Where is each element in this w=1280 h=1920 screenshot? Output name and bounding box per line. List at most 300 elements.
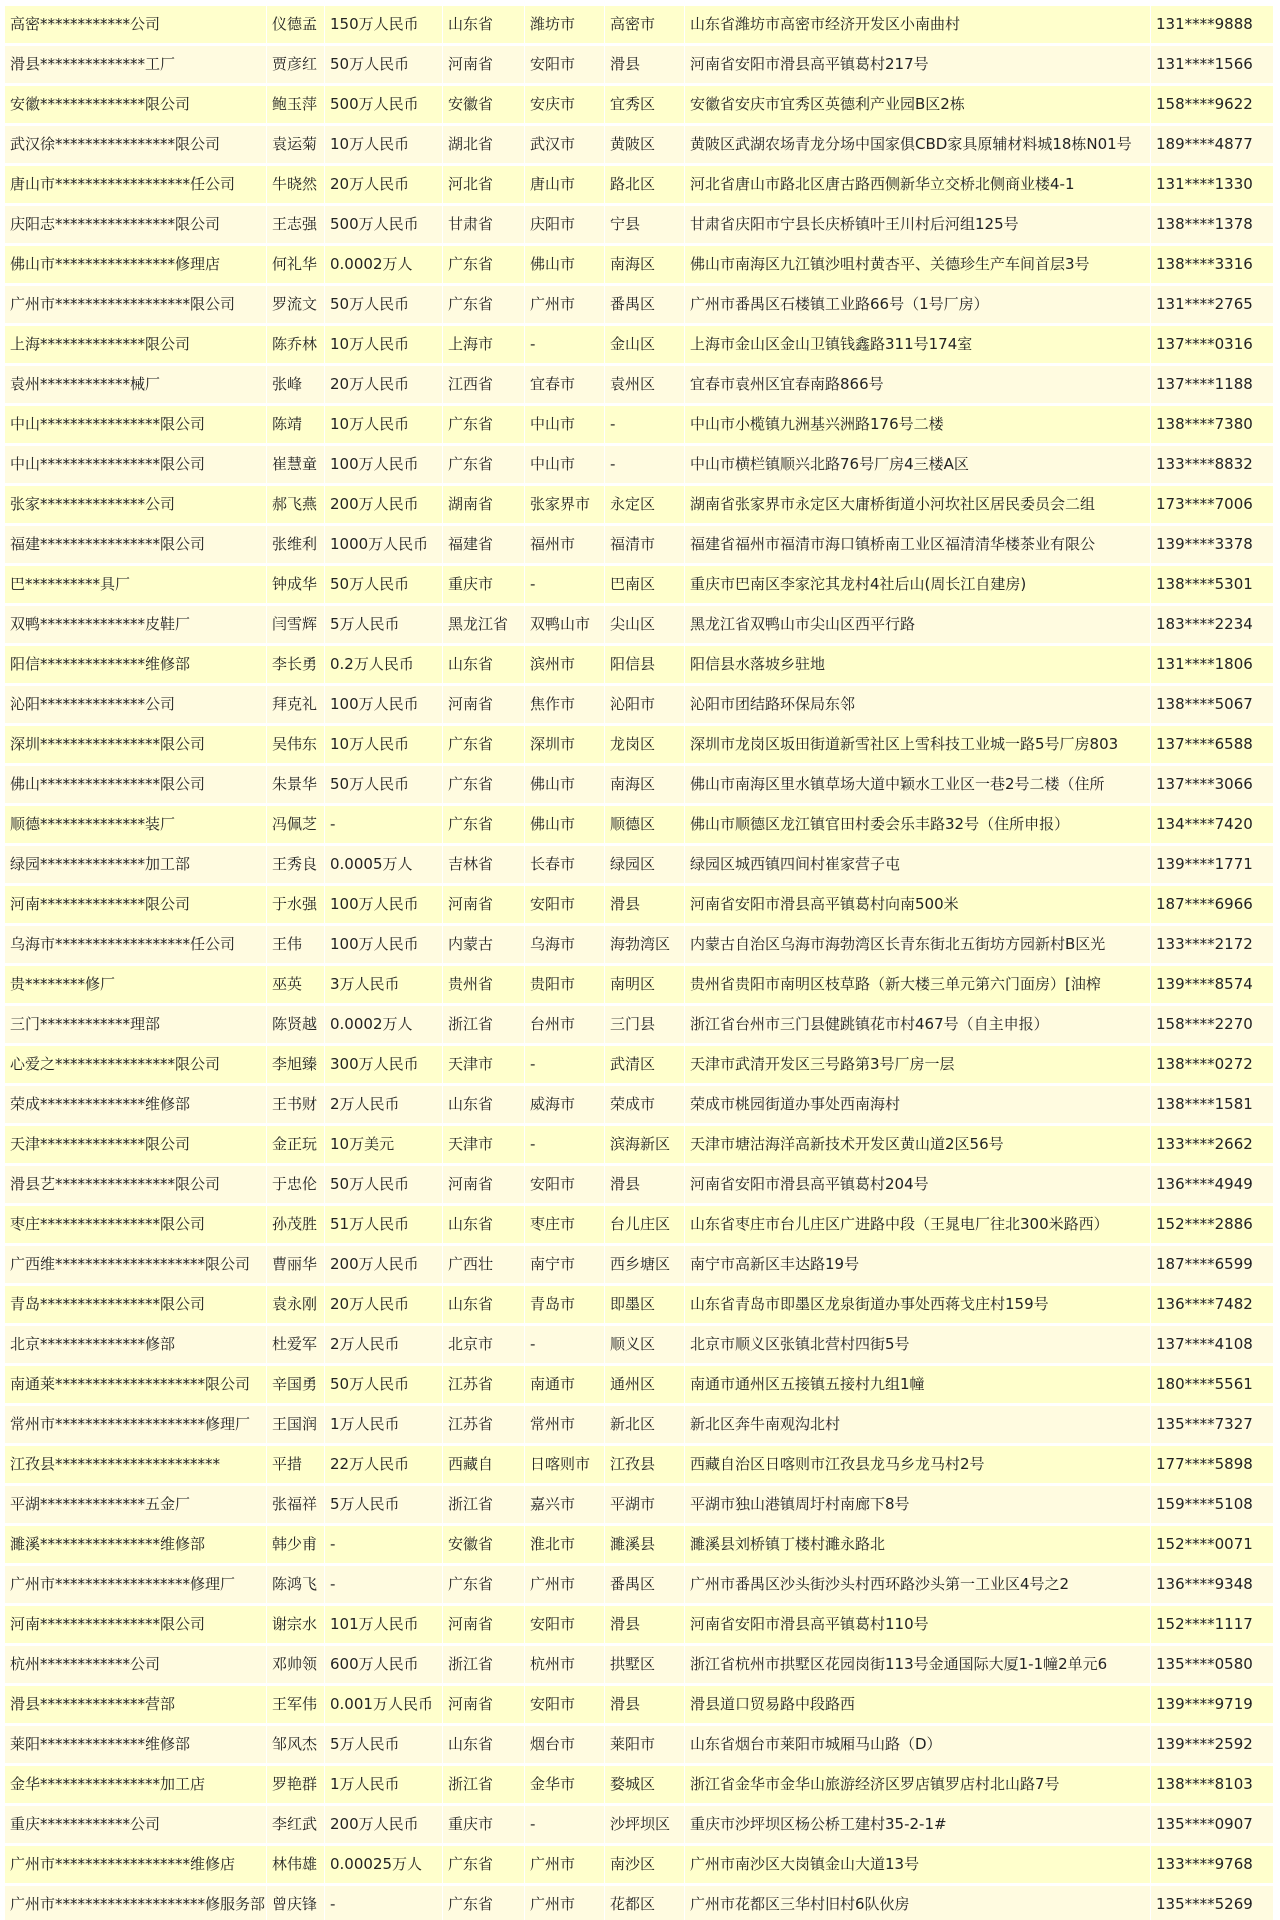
registered-capital-cell: 10万人民币 xyxy=(325,326,443,363)
address-cell: 贵州省贵阳市南明区枝草路（新大楼三单元第六门面房）[油榨 xyxy=(685,966,1151,1003)
phone-cell: 133****8832 xyxy=(1151,446,1273,483)
province-cell: 湖南省 xyxy=(443,486,525,523)
legal-person-cell: 曹丽华 xyxy=(267,1246,325,1283)
province-cell: 河南省 xyxy=(443,1686,525,1723)
registered-capital-cell: 50万人民币 xyxy=(325,566,443,603)
company-name-cell: 青岛****************限公司 xyxy=(5,1286,267,1323)
city-cell: 潍坊市 xyxy=(525,6,605,43)
address-cell: 重庆市沙坪坝区杨公桥工建村35-2-1# xyxy=(685,1806,1151,1843)
district-cell: 滑县 xyxy=(605,886,685,923)
city-cell: 杭州市 xyxy=(525,1646,605,1683)
district-cell: 南海区 xyxy=(605,246,685,283)
city-cell: - xyxy=(525,1046,605,1083)
city-cell: 张家界市 xyxy=(525,486,605,523)
table-row xyxy=(5,1166,1273,1203)
legal-person-cell: 韩少甫 xyxy=(267,1526,325,1563)
city-cell: 佛山市 xyxy=(525,806,605,843)
province-cell: 广西壮 xyxy=(443,1246,525,1283)
address-cell: 广州市番禺区石楼镇工业路66号（1号厂房） xyxy=(685,286,1151,323)
city-cell: 常州市 xyxy=(525,1406,605,1443)
table-row xyxy=(5,1086,1273,1123)
address-cell: 河南省安阳市滑县高平镇葛村217号 xyxy=(685,46,1151,83)
address-cell: 甘肃省庆阳市宁县长庆桥镇叶王川村后河组125号 xyxy=(685,206,1151,243)
table-row xyxy=(5,6,1273,43)
address-cell: 西藏自治区日喀则市江孜县龙马乡龙马村2号 xyxy=(685,1446,1151,1483)
registered-capital-cell: - xyxy=(325,1526,443,1563)
registered-capital-cell: 50万人民币 xyxy=(325,1366,443,1403)
province-cell: 重庆市 xyxy=(443,566,525,603)
city-cell: 中山市 xyxy=(525,446,605,483)
province-cell: 重庆市 xyxy=(443,1806,525,1843)
district-cell: 台儿庄区 xyxy=(605,1206,685,1243)
address-cell: 内蒙古自治区乌海市海勃湾区长青东街北五街坊方园新村B区光 xyxy=(685,926,1151,963)
address-cell: 广州市南沙区大岗镇金山大道13号 xyxy=(685,1846,1151,1883)
registered-capital-cell: 200万人民币 xyxy=(325,1246,443,1283)
phone-cell: 131****1330 xyxy=(1151,166,1273,203)
address-cell: 新北区奔牛南观沟北村 xyxy=(685,1406,1151,1443)
district-cell: 高密市 xyxy=(605,6,685,43)
phone-cell: 135****7327 xyxy=(1151,1406,1273,1443)
table-row xyxy=(5,1446,1273,1483)
city-cell: 广州市 xyxy=(525,1566,605,1603)
registered-capital-cell: - xyxy=(325,806,443,843)
company-name-cell: 濉溪****************维修部 xyxy=(5,1526,267,1563)
company-name-cell: 金华****************加工店 xyxy=(5,1766,267,1803)
registered-capital-cell: - xyxy=(325,1886,443,1920)
table-row xyxy=(5,1126,1273,1163)
registered-capital-cell: 0.00025万人 xyxy=(325,1846,443,1883)
registered-capital-cell: 0.0002万人 xyxy=(325,246,443,283)
province-cell: 山东省 xyxy=(443,6,525,43)
registered-capital-cell: 1000万人民币 xyxy=(325,526,443,563)
address-cell: 天津市武清开发区三号路第3号厂房一层 xyxy=(685,1046,1151,1083)
phone-cell: 131****1806 xyxy=(1151,646,1273,683)
city-cell: 安阳市 xyxy=(525,1166,605,1203)
city-cell: 宜春市 xyxy=(525,366,605,403)
province-cell: 广东省 xyxy=(443,246,525,283)
table-row xyxy=(5,926,1273,963)
registered-capital-cell: 100万人民币 xyxy=(325,926,443,963)
city-cell: 广州市 xyxy=(525,286,605,323)
address-cell: 南宁市高新区丰达路19号 xyxy=(685,1246,1151,1283)
phone-cell: 138****5067 xyxy=(1151,686,1273,723)
city-cell: 唐山市 xyxy=(525,166,605,203)
registered-capital-cell: 5万人民币 xyxy=(325,606,443,643)
legal-person-cell: 于水强 xyxy=(267,886,325,923)
address-cell: 绿园区城西镇四间村崔家营子屯 xyxy=(685,846,1151,883)
table-row xyxy=(5,846,1273,883)
address-cell: 广州市番禺区沙头街沙头村西环路沙头第一工业区4号之2 xyxy=(685,1566,1151,1603)
table-row xyxy=(5,1046,1273,1083)
city-cell: 安庆市 xyxy=(525,86,605,123)
city-cell: 日喀则市 xyxy=(525,1446,605,1483)
province-cell: 河南省 xyxy=(443,686,525,723)
district-cell: 海勃湾区 xyxy=(605,926,685,963)
phone-cell: 139****1771 xyxy=(1151,846,1273,883)
district-cell: 顺德区 xyxy=(605,806,685,843)
province-cell: 北京市 xyxy=(443,1326,525,1363)
company-name-cell: 莱阳**************维修部 xyxy=(5,1726,267,1763)
phone-cell: 183****2234 xyxy=(1151,606,1273,643)
address-cell: 福建省福州市福清市海口镇桥南工业区福清清华楼茶业有限公 xyxy=(685,526,1151,563)
city-cell: 焦作市 xyxy=(525,686,605,723)
company-name-cell: 张家**************公司 xyxy=(5,486,267,523)
registered-capital-cell: 200万人民币 xyxy=(325,486,443,523)
table-row xyxy=(5,1526,1273,1563)
city-cell: 庆阳市 xyxy=(525,206,605,243)
district-cell: 滑县 xyxy=(605,1686,685,1723)
table-row xyxy=(5,766,1273,803)
company-name-cell: 高密************公司 xyxy=(5,6,267,43)
district-cell: - xyxy=(605,446,685,483)
province-cell: 江苏省 xyxy=(443,1366,525,1403)
province-cell: 广东省 xyxy=(443,286,525,323)
registered-capital-cell: 50万人民币 xyxy=(325,766,443,803)
address-cell: 广州市花都区三华村旧村6队伙房 xyxy=(685,1886,1151,1920)
company-name-cell: 江孜县********************** xyxy=(5,1446,267,1483)
legal-person-cell: 金正玩 xyxy=(267,1126,325,1163)
registered-capital-cell: 10万人民币 xyxy=(325,406,443,443)
legal-person-cell: 巫英 xyxy=(267,966,325,1003)
registered-capital-cell: 0.001万人民币 xyxy=(325,1686,443,1723)
province-cell: 山东省 xyxy=(443,1286,525,1323)
registered-capital-cell: 10万美元 xyxy=(325,1126,443,1163)
legal-person-cell: 孙茂胜 xyxy=(267,1206,325,1243)
registered-capital-cell: 100万人民币 xyxy=(325,446,443,483)
legal-person-cell: 朱景华 xyxy=(267,766,325,803)
legal-person-cell: 牛晓然 xyxy=(267,166,325,203)
table-row xyxy=(5,606,1273,643)
legal-person-cell: 王军伟 xyxy=(267,1686,325,1723)
registered-capital-cell: 200万人民币 xyxy=(325,1806,443,1843)
province-cell: 江苏省 xyxy=(443,1406,525,1443)
city-cell: 广州市 xyxy=(525,1886,605,1920)
city-cell: 枣庄市 xyxy=(525,1206,605,1243)
registered-capital-cell: 20万人民币 xyxy=(325,366,443,403)
company-name-cell: 阳信**************维修部 xyxy=(5,646,267,683)
company-name-cell: 枣庄****************限公司 xyxy=(5,1206,267,1243)
legal-person-cell: 鲍玉萍 xyxy=(267,86,325,123)
phone-cell: 137****6588 xyxy=(1151,726,1273,763)
district-cell: 番禺区 xyxy=(605,1566,685,1603)
table-row xyxy=(5,486,1273,523)
table-row xyxy=(5,1006,1273,1043)
address-cell: 河南省安阳市滑县高平镇葛村110号 xyxy=(685,1606,1151,1643)
province-cell: 河北省 xyxy=(443,166,525,203)
district-cell: 三门县 xyxy=(605,1006,685,1043)
address-cell: 上海市金山区金山卫镇钱鑫路311号174室 xyxy=(685,326,1151,363)
district-cell: 黄陂区 xyxy=(605,126,685,163)
table-row xyxy=(5,326,1273,363)
company-name-cell: 中山****************限公司 xyxy=(5,406,267,443)
legal-person-cell: 张峰 xyxy=(267,366,325,403)
district-cell: 滑县 xyxy=(605,1606,685,1643)
district-cell: 江孜县 xyxy=(605,1446,685,1483)
phone-cell: 138****0272 xyxy=(1151,1046,1273,1083)
company-name-cell: 平湖**************五金厂 xyxy=(5,1486,267,1523)
legal-person-cell: 陈鸿飞 xyxy=(267,1566,325,1603)
registered-capital-cell: 5万人民币 xyxy=(325,1486,443,1523)
city-cell: - xyxy=(525,566,605,603)
district-cell: 顺义区 xyxy=(605,1326,685,1363)
legal-person-cell: 李长勇 xyxy=(267,646,325,683)
legal-person-cell: 杜爱军 xyxy=(267,1326,325,1363)
registered-capital-cell: 300万人民币 xyxy=(325,1046,443,1083)
company-name-cell: 安徽**************限公司 xyxy=(5,86,267,123)
registered-capital-cell: 50万人民币 xyxy=(325,46,443,83)
company-name-cell: 杭州************公司 xyxy=(5,1646,267,1683)
province-cell: 安徽省 xyxy=(443,86,525,123)
table-row xyxy=(5,1766,1273,1803)
province-cell: 山东省 xyxy=(443,1086,525,1123)
table-row xyxy=(5,166,1273,203)
table-row xyxy=(5,526,1273,563)
city-cell: 中山市 xyxy=(525,406,605,443)
district-cell: 通州区 xyxy=(605,1366,685,1403)
registered-capital-cell: 600万人民币 xyxy=(325,1646,443,1683)
address-cell: 深圳市龙岗区坂田街道新雪社区上雪科技工业城一路5号厂房803 xyxy=(685,726,1151,763)
city-cell: 嘉兴市 xyxy=(525,1486,605,1523)
province-cell: 广东省 xyxy=(443,446,525,483)
district-cell: 袁州区 xyxy=(605,366,685,403)
company-name-cell: 常州市********************修理厂 xyxy=(5,1406,267,1443)
legal-person-cell: 平措 xyxy=(267,1446,325,1483)
company-name-cell: 袁州************械厂 xyxy=(5,366,267,403)
company-name-cell: 南通莱********************限公司 xyxy=(5,1366,267,1403)
province-cell: 西藏自 xyxy=(443,1446,525,1483)
table-row xyxy=(5,1566,1273,1603)
registered-capital-cell: 10万人民币 xyxy=(325,126,443,163)
province-cell: 河南省 xyxy=(443,1606,525,1643)
address-cell: 阳信县水落坡乡驻地 xyxy=(685,646,1151,683)
city-cell: 安阳市 xyxy=(525,1686,605,1723)
city-cell: 淮北市 xyxy=(525,1526,605,1563)
province-cell: 江西省 xyxy=(443,366,525,403)
phone-cell: 137****1188 xyxy=(1151,366,1273,403)
province-cell: 甘肃省 xyxy=(443,206,525,243)
province-cell: 广东省 xyxy=(443,1886,525,1920)
city-cell: 佛山市 xyxy=(525,766,605,803)
legal-person-cell: 拜克礼 xyxy=(267,686,325,723)
table-row xyxy=(5,646,1273,683)
registered-capital-cell: 20万人民币 xyxy=(325,166,443,203)
company-name-cell: 福建****************限公司 xyxy=(5,526,267,563)
district-cell: 宜秀区 xyxy=(605,86,685,123)
province-cell: 广东省 xyxy=(443,766,525,803)
legal-person-cell: 王国润 xyxy=(267,1406,325,1443)
company-name-cell: 中山****************限公司 xyxy=(5,446,267,483)
address-cell: 山东省烟台市莱阳市城厢马山路（D） xyxy=(685,1726,1151,1763)
city-cell: 长春市 xyxy=(525,846,605,883)
legal-person-cell: 邓帅领 xyxy=(267,1646,325,1683)
phone-cell: 152****0071 xyxy=(1151,1526,1273,1563)
address-cell: 荣成市桃园街道办事处西南海村 xyxy=(685,1086,1151,1123)
district-cell: 花都区 xyxy=(605,1886,685,1920)
phone-cell: 139****2592 xyxy=(1151,1726,1273,1763)
province-cell: 黑龙江省 xyxy=(443,606,525,643)
company-name-cell: 贵********修厂 xyxy=(5,966,267,1003)
company-name-cell: 绿园**************加工部 xyxy=(5,846,267,883)
address-cell: 湖南省张家界市永定区大庸桥街道小河坎社区居民委员会二组 xyxy=(685,486,1151,523)
district-cell: 沁阳市 xyxy=(605,686,685,723)
company-name-cell: 广州市******************维修店 xyxy=(5,1846,267,1883)
legal-person-cell: 仪德孟 xyxy=(267,6,325,43)
city-cell: 安阳市 xyxy=(525,1606,605,1643)
phone-cell: 138****5301 xyxy=(1151,566,1273,603)
table-row xyxy=(5,86,1273,123)
district-cell: - xyxy=(605,406,685,443)
legal-person-cell: 钟成华 xyxy=(267,566,325,603)
table-row xyxy=(5,1606,1273,1643)
table-row xyxy=(5,246,1273,283)
province-cell: 河南省 xyxy=(443,1166,525,1203)
city-cell: - xyxy=(525,1126,605,1163)
registered-capital-cell: 50万人民币 xyxy=(325,1166,443,1203)
table-row xyxy=(5,1686,1273,1723)
address-cell: 中山市横栏镇顺兴北路76号厂房4三楼A区 xyxy=(685,446,1151,483)
address-cell: 濉溪县刘桥镇丁楼村濉永路北 xyxy=(685,1526,1151,1563)
phone-cell: 187****6966 xyxy=(1151,886,1273,923)
district-cell: 龙岗区 xyxy=(605,726,685,763)
phone-cell: 173****7006 xyxy=(1151,486,1273,523)
province-cell: 广东省 xyxy=(443,1566,525,1603)
phone-cell: 152****1117 xyxy=(1151,1606,1273,1643)
district-cell: 永定区 xyxy=(605,486,685,523)
address-cell: 黄陂区武湖农场青龙分场中国家俱CBD家具原辅材料城18栋N01号 xyxy=(685,126,1151,163)
table-row xyxy=(5,1726,1273,1763)
phone-cell: 187****6599 xyxy=(1151,1246,1273,1283)
phone-cell: 135****0580 xyxy=(1151,1646,1273,1683)
registered-capital-cell: 3万人民币 xyxy=(325,966,443,1003)
province-cell: 浙江省 xyxy=(443,1486,525,1523)
city-cell: 滨州市 xyxy=(525,646,605,683)
company-name-cell: 滑县艺****************限公司 xyxy=(5,1166,267,1203)
registered-capital-cell: 100万人民币 xyxy=(325,686,443,723)
address-cell: 山东省青岛市即墨区龙泉街道办事处西蒋戈庄村159号 xyxy=(685,1286,1151,1323)
phone-cell: 159****5108 xyxy=(1151,1486,1273,1523)
district-cell: 婺城区 xyxy=(605,1766,685,1803)
address-cell: 南通市通州区五接镇五接村九组1幢 xyxy=(685,1366,1151,1403)
phone-cell: 131****2765 xyxy=(1151,286,1273,323)
table-row xyxy=(5,1246,1273,1283)
province-cell: 贵州省 xyxy=(443,966,525,1003)
province-cell: 山东省 xyxy=(443,646,525,683)
table-row xyxy=(5,1486,1273,1523)
province-cell: 安徽省 xyxy=(443,1526,525,1563)
legal-person-cell: 辛国勇 xyxy=(267,1366,325,1403)
city-cell: - xyxy=(525,326,605,363)
legal-person-cell: 谢宗水 xyxy=(267,1606,325,1643)
phone-cell: 136****4949 xyxy=(1151,1166,1273,1203)
legal-person-cell: 郝飞燕 xyxy=(267,486,325,523)
legal-person-cell: 罗艳群 xyxy=(267,1766,325,1803)
company-name-cell: 河南**************限公司 xyxy=(5,886,267,923)
district-cell: 滑县 xyxy=(605,1166,685,1203)
company-name-cell: 北京**************修部 xyxy=(5,1326,267,1363)
district-cell: 尖山区 xyxy=(605,606,685,643)
phone-cell: 137****3066 xyxy=(1151,766,1273,803)
company-name-cell: 广州市******************修理厂 xyxy=(5,1566,267,1603)
province-cell: 浙江省 xyxy=(443,1766,525,1803)
address-cell: 山东省潍坊市高密市经济开发区小南曲村 xyxy=(685,6,1151,43)
district-cell: 武清区 xyxy=(605,1046,685,1083)
city-cell: 威海市 xyxy=(525,1086,605,1123)
city-cell: 安阳市 xyxy=(525,46,605,83)
district-cell: 番禺区 xyxy=(605,286,685,323)
company-name-cell: 天津**************限公司 xyxy=(5,1126,267,1163)
table-row xyxy=(5,806,1273,843)
registered-capital-cell: 500万人民币 xyxy=(325,86,443,123)
table-row xyxy=(5,126,1273,163)
legal-person-cell: 曾庆锋 xyxy=(267,1886,325,1920)
address-cell: 北京市顺义区张镇北营村四街5号 xyxy=(685,1326,1151,1363)
registered-capital-cell: 500万人民币 xyxy=(325,206,443,243)
registered-capital-cell: 100万人民币 xyxy=(325,886,443,923)
company-name-cell: 三门************理部 xyxy=(5,1006,267,1043)
city-cell: 金华市 xyxy=(525,1766,605,1803)
legal-person-cell: 张福祥 xyxy=(267,1486,325,1523)
city-cell: 深圳市 xyxy=(525,726,605,763)
city-cell: 乌海市 xyxy=(525,926,605,963)
district-cell: 路北区 xyxy=(605,166,685,203)
province-cell: 福建省 xyxy=(443,526,525,563)
phone-cell: 138****7380 xyxy=(1151,406,1273,443)
province-cell: 广东省 xyxy=(443,726,525,763)
address-cell: 浙江省杭州市拱墅区花园岗街113号金通国际大厦1-1幢2单元6 xyxy=(685,1646,1151,1683)
company-name-cell: 佛山****************限公司 xyxy=(5,766,267,803)
company-name-cell: 深圳****************限公司 xyxy=(5,726,267,763)
district-cell: 拱墅区 xyxy=(605,1646,685,1683)
phone-cell: 131****9888 xyxy=(1151,6,1273,43)
records-body xyxy=(5,6,1273,1920)
phone-cell: 152****2886 xyxy=(1151,1206,1273,1243)
city-cell: 福州市 xyxy=(525,526,605,563)
phone-cell: 134****7420 xyxy=(1151,806,1273,843)
registered-capital-cell: 22万人民币 xyxy=(325,1446,443,1483)
phone-cell: 138****3316 xyxy=(1151,246,1273,283)
address-cell: 沁阳市团结路环保局东邻 xyxy=(685,686,1151,723)
legal-person-cell: 于忠伦 xyxy=(267,1166,325,1203)
registered-capital-cell: 50万人民币 xyxy=(325,286,443,323)
phone-cell: 158****9622 xyxy=(1151,86,1273,123)
district-cell: 南海区 xyxy=(605,766,685,803)
legal-person-cell: 李红武 xyxy=(267,1806,325,1843)
province-cell: 山东省 xyxy=(443,1726,525,1763)
address-cell: 浙江省金华市金华山旅游经济区罗店镇罗店村北山路7号 xyxy=(685,1766,1151,1803)
phone-cell: 138****1581 xyxy=(1151,1086,1273,1123)
province-cell: 天津市 xyxy=(443,1126,525,1163)
province-cell: 内蒙古 xyxy=(443,926,525,963)
legal-person-cell: 李旭臻 xyxy=(267,1046,325,1083)
address-cell: 重庆市巴南区李家沱其龙村4社后山(周长江自建房) xyxy=(685,566,1151,603)
address-cell: 佛山市南海区九江镇沙咀村黄杏平、关德珍生产车间首层3号 xyxy=(685,246,1151,283)
company-name-cell: 滑县**************工厂 xyxy=(5,46,267,83)
table-row xyxy=(5,1366,1273,1403)
district-cell: 即墨区 xyxy=(605,1286,685,1323)
city-cell: 广州市 xyxy=(525,1846,605,1883)
address-cell: 天津市塘沽海洋高新技术开发区黄山道2区56号 xyxy=(685,1126,1151,1163)
province-cell: 河南省 xyxy=(443,886,525,923)
legal-person-cell: 张维利 xyxy=(267,526,325,563)
table-row xyxy=(5,406,1273,443)
district-cell: 金山区 xyxy=(605,326,685,363)
table-row xyxy=(5,1846,1273,1883)
table-row xyxy=(5,686,1273,723)
table-row xyxy=(5,286,1273,323)
phone-cell: 158****2270 xyxy=(1151,1006,1273,1043)
district-cell: 滨海新区 xyxy=(605,1126,685,1163)
registered-capital-cell: 2万人民币 xyxy=(325,1086,443,1123)
